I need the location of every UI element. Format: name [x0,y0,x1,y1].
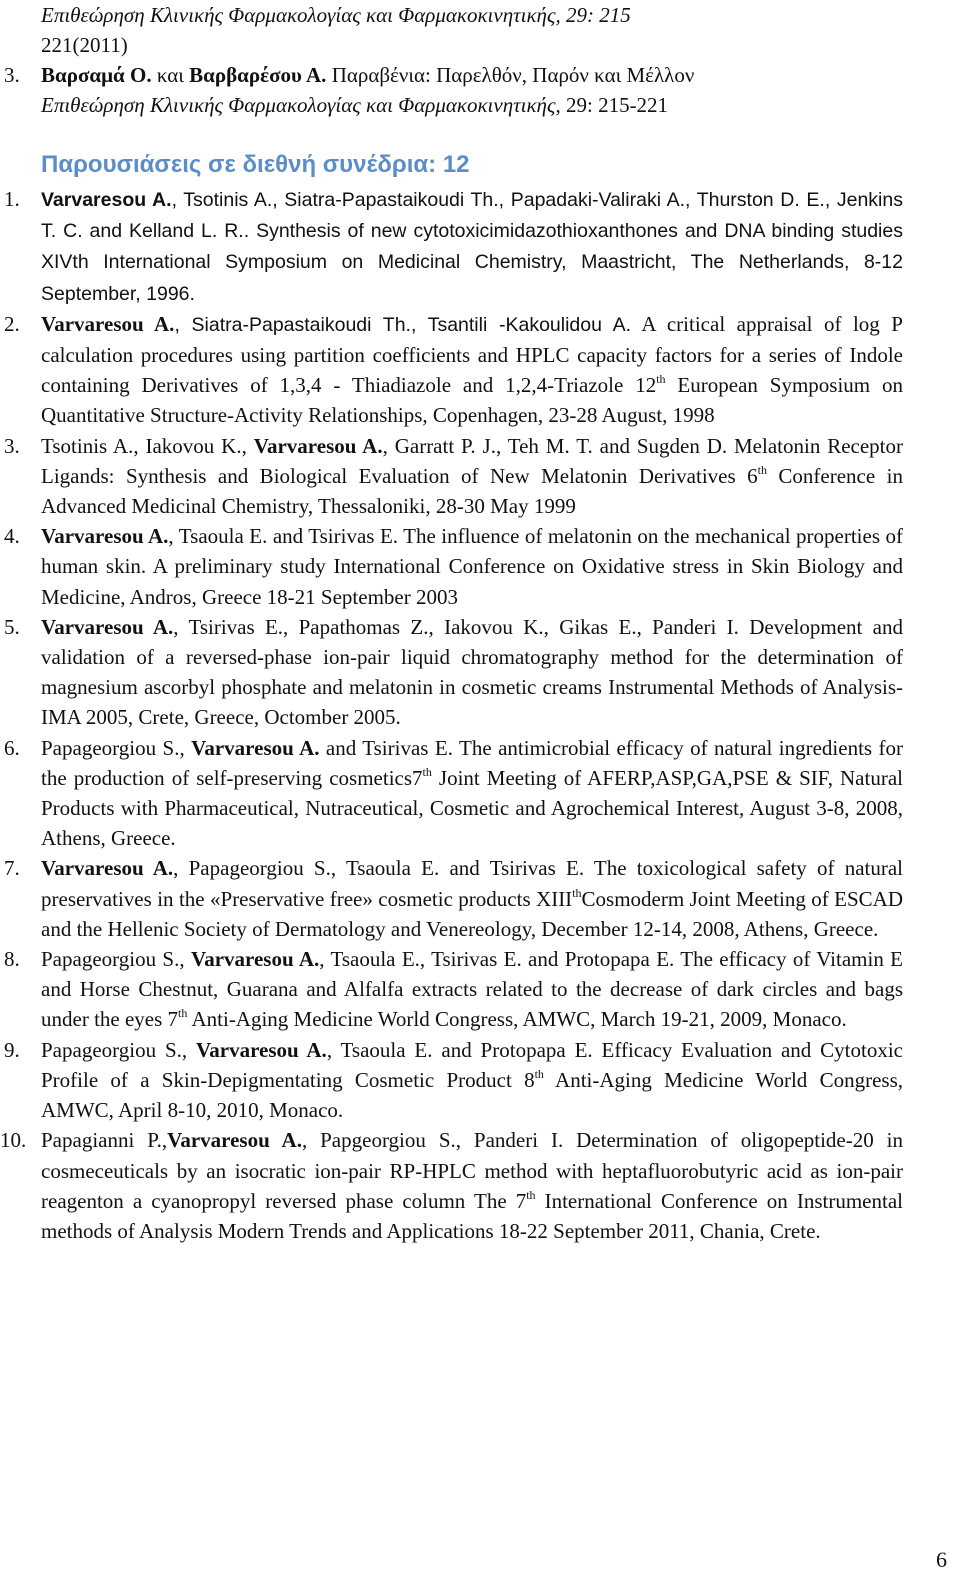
ref-text: Papageorgiou S., [41,1037,197,1062]
list-item [0,612,903,733]
ordinal-suffix: th [534,1066,544,1081]
ref-number: 1. [4,187,20,211]
list-item [0,944,903,1035]
ref-author-highlight: Varvaresou A. [190,947,320,972]
ref-text: , Papgeorgiou S., Panderi I. Determination of oligopeptide-20 in cosmeceuticals by an isocratic ion-pair RP-HPLC method with heptafluorobutyric acid as ion-pair reagenton a cyanopropyl reversed phase column The 7 [41,1128,903,1213]
list-item [0,431,903,522]
ref-text: International Conference on Instrumental methods of Analysis Modern Trends and Applications 18-22 September 2011, Chania, Crete. [41,1188,903,1243]
list-item [0,1035,903,1126]
ref-text: Anti-Aging Medicine World Congress, AMWC, April 8-10, 2010, Monaco. [41,1067,903,1123]
ref-text: , Garratt P. J., Teh M. T. and Sugden D. Melatonin Receptor Ligands: Synthesis and Biological Evaluation of New Melatonin Derivatives 6 [41,433,904,488]
ref-number: 3. [4,433,20,458]
ref-text: A critical appraisal of log P calculation procedures using partition coefficients and HPLC capacity factors for a series of Indole containing Derivatives of 1,3,4 - Thiadiazole and 1,2,4-Triazole 12 [41,311,903,398]
ref-number: 8. [4,947,20,972]
ref-continuation-pages [0,30,903,60]
ordinal-suffix: th [178,1006,188,1021]
ref-author-highlight: Varvaresou A. [41,189,172,211]
ref-text: Papageorgiou S., [41,735,192,760]
page-number: 6 [936,1547,947,1572]
ref-author-highlight: Varvaresou A. [41,524,169,549]
ref-title: Παραβένια: Παρελθόν, Παρόν και Μέλλον [326,63,695,87]
ref-author-highlight: Varvaresou A. [196,1037,327,1062]
ref-text: Anti-Aging Medicine World Congress, AMWC, March 19-21, 2009, Monaco. [187,1007,847,1032]
ref-text: , Tsaoula E., Tsirivas E. and Protopapa E. The efficacy of Vitamin E and Horse Chestnut, Guarana and Alfalfa extracts related to the decrease of dark circles and bags under the eyes 7 [41,947,904,1032]
ref-author-highlight: Varvaresou A. [41,311,175,336]
ordinal-suffix: th [656,372,666,387]
ref-text: , Tsaoula E. and Protopapa E. Efficacy Evaluation and Cytotoxic Profile of a Skin-Depigmentating Cosmetic Product 8 [41,1037,903,1092]
ref-text: , Papageorgiou S., Tsaoula E. and Tsirivas E. The toxicological safety of natural preservatives in the «Preservative free» cosmetic products XIII [41,856,904,911]
ref-author-highlight: Varvaresou A. [253,433,383,458]
ref-author-highlight: Varvaresou A. [41,614,174,639]
ref-journal: Επιθεώρηση Κλινικής Φαρμακολογίας και Φαρμακοκινητικής, [41,93,561,118]
list-item [0,853,903,944]
continuation-line-2: 221(2011) [41,33,128,57]
ref-number: 2. [4,311,20,336]
ref-text: Papageorgiou S., [41,947,191,972]
ref-number: 5. [4,614,20,639]
conference-presentations-list [0,184,903,1246]
ref-author: Βαρσαμά Ο. [41,63,152,87]
list-item [0,521,903,612]
ref-text: , Tsotinis A., Siatra-Papastaikoudi Th., Papadaki-Valiraki A., Thurston D. E., Jenkins T. C. and Kelland L. R.. Synthesis of new cytotoxicimidazothioxanthones and DNA binding studies XIVth International Symposium on Medicinal Chemistry, Maastricht, The Netherlands, 8-12 September, 1996. [41,189,903,305]
ref-greek-3 [0,60,903,120]
ref-number: 10. [0,1128,27,1153]
ref-author-highlight: Varvaresou A. [191,735,320,760]
ref-text: and Tsirivas E. The antimicrobial efficacy of natural ingredients for the production of self-preserving cosmetics7 [41,735,903,790]
ref-text: Joint Meeting of AFERP,ASP,GA,PSE & SIF, Natural Products with Pharmaceutical, Nutraceutical, Cosmetic and Agrochemical Interest, August 3-8, 2008, Athens, Greece. [41,765,903,851]
continuation-line-1: Επιθεώρηση Κλινικής Φαρμακολογίας και Φαρμακοκινητικής, 29: 215 [41,3,631,27]
ref-text: Cosmoderm Joint Meeting of ESCAD and the Hellenic Society of Dermatology and Venereology, December 12-14, 2008, Athens, Greece. [41,886,904,941]
ref-pages: 29: 215-221 [560,93,669,118]
ref-conjunction: και [151,63,190,87]
ref-number: 7. [4,856,20,881]
section-heading: Παρουσιάσεις σε διεθνή συνέδρια: 12 [41,151,470,178]
ref-number: 3. [4,63,20,87]
list-item [0,309,903,431]
list-item [0,733,903,854]
ref-number: 4. [4,524,20,549]
ordinal-suffix: th [572,885,582,900]
ref-author-highlight: Varvaresou A. [41,856,174,881]
ref-author-2: Βαρβαρέσου Α. [189,63,327,87]
ref-text: , Tsaoula E. and Tsirivas E. The influence of melatonin on the mechanical properties of human skin. A preliminary study International Conference on Oxidative stress in Skin Biology and Medicine, Andros, Greece 18-21 September 2003 [41,524,903,609]
ordinal-suffix: th [757,462,767,477]
list-item [0,1125,903,1246]
ref-text: Papagianni P., [41,1128,168,1153]
ordinal-suffix: th [526,1187,536,1202]
list-item [0,184,903,309]
ref-text: , Tsirivas E., Papathomas Z., Iakovou K., Gikas E., Panderi I. Development and validation of a reversed-phase ion-pair liquid chromatography method for the determination of magnesium ascorbyl phosphate and melatonin in cosmetic creams Instrumental Methods of Analysis-IMA 2005, Crete, Greece, Octomber 2005. [41,614,904,730]
ref-continuation-journal [0,0,903,30]
ordinal-suffix: th [422,764,432,779]
ref-text: European Symposium on Quantitative Structure-Activity Relationships, Copenhagen, 23-28 August, 1998 [41,373,903,428]
ref-text: , Siatra-Papastaikoudi Th., Tsantili -Kakoulidou A. [174,313,631,336]
ref-number: 9. [4,1037,20,1062]
ref-author-highlight: Varvaresou A. [167,1128,302,1153]
ref-number: 6. [4,735,20,760]
ref-text: Tsotinis A., Iakovou K., [41,433,254,458]
ref-text: Conference in Advanced Medicinal Chemistry, Thessaloniki, 28-30 May 1999 [41,463,903,519]
